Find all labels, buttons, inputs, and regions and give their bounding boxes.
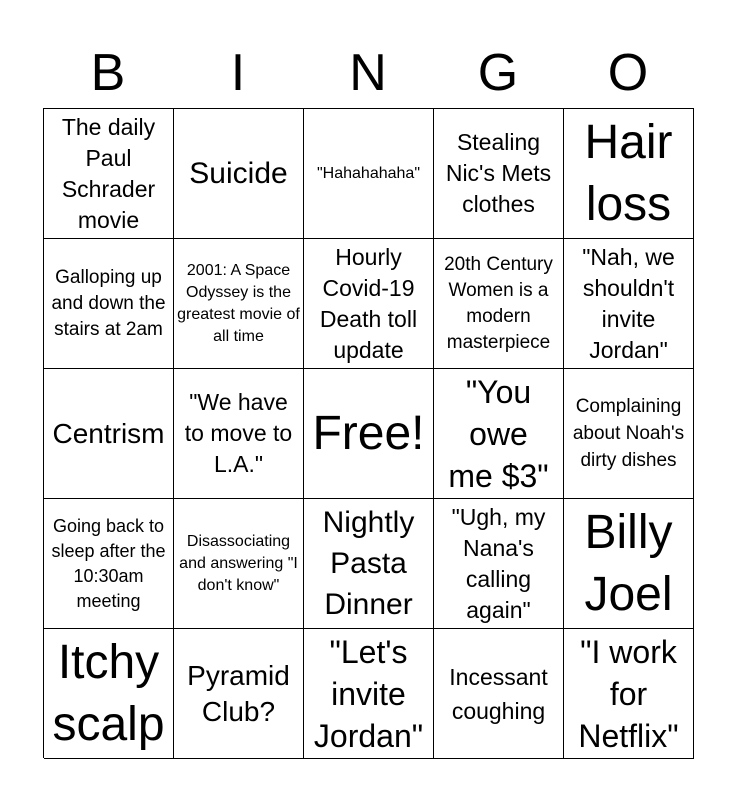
bingo-cell[interactable] — [44, 499, 174, 629]
cell-text: Incessant coughing — [449, 663, 548, 724]
bingo-cell[interactable] — [564, 499, 694, 629]
cell-text: Pyramid Club? — [187, 659, 290, 727]
header-letter-g: G — [477, 44, 519, 102]
header-letter-o: O — [607, 44, 649, 102]
bingo-cell[interactable] — [564, 369, 694, 499]
cell-text: "We have to move to L.A." — [184, 389, 293, 477]
bingo-cell[interactable] — [564, 109, 694, 239]
cell-text: "Hahahahaha" — [317, 164, 420, 182]
bingo-cell[interactable] — [174, 239, 304, 369]
cell-text: "Nah, we shouldn't invite Jordan" — [582, 243, 675, 363]
bingo-cell[interactable] — [564, 239, 694, 369]
bingo-cell[interactable] — [304, 109, 434, 239]
cell-text: Itchy scalp — [52, 635, 165, 751]
bingo-cell[interactable] — [44, 629, 174, 759]
bingo-cell[interactable] — [304, 239, 434, 369]
cell-text: "Let's invite Jordan" — [313, 633, 424, 754]
cell-text: Hair loss — [584, 115, 673, 231]
bingo-cell[interactable] — [44, 239, 174, 369]
bingo-cell[interactable] — [434, 499, 564, 629]
cell-text: 20th Century Women is a modern masterpiece — [444, 253, 553, 353]
bingo-cell[interactable] — [434, 239, 564, 369]
header-letter-b: B — [90, 44, 126, 102]
cell-text: "You owe me $3" — [448, 373, 549, 494]
cell-text: "Ugh, my Nana's calling again" — [451, 503, 546, 623]
bingo-cell[interactable] — [434, 109, 564, 239]
cell-text: "I work for Netflix" — [578, 633, 679, 754]
bingo-board — [43, 108, 694, 758]
bingo-cell[interactable] — [434, 629, 564, 759]
cell-text: 2001: A Space Odyssey is the greatest movie of all time — [177, 261, 300, 345]
bingo-cell[interactable] — [564, 629, 694, 759]
bingo-cell[interactable] — [174, 499, 304, 629]
cell-text: Centrism — [52, 417, 165, 449]
cell-text: The daily Paul Schrader movie — [61, 113, 156, 233]
bingo-cell[interactable] — [44, 369, 174, 499]
cell-text: Disassociating and answering "I don't know" — [179, 532, 298, 594]
cell-text: Hourly Covid-19 Death toll update — [319, 243, 418, 363]
header-letter-n: N — [349, 44, 387, 102]
bingo-cell[interactable] — [174, 109, 304, 239]
cell-text: Suicide — [189, 156, 288, 190]
bingo-cell[interactable] — [434, 369, 564, 499]
bingo-free-cell[interactable] — [304, 369, 434, 499]
cell-text: Billy Joel — [584, 505, 673, 621]
bingo-cell[interactable] — [304, 499, 434, 629]
cell-text: Nightly Pasta Dinner — [322, 506, 415, 621]
cell-text: Going back to sleep after the 10:30am meeting — [51, 515, 166, 611]
cell-text: Complaining about Noah's dirty dishes — [572, 396, 685, 471]
bingo-header — [43, 40, 693, 106]
bingo-cell[interactable] — [174, 369, 304, 499]
bingo-cell[interactable] — [304, 629, 434, 759]
cell-text: Stealing Nic's Mets clothes — [445, 129, 552, 217]
bingo-cell[interactable] — [174, 629, 304, 759]
bingo-cell[interactable] — [44, 109, 174, 239]
cell-text: Galloping up and down the stairs at 2am — [51, 266, 166, 340]
cell-text: Free! — [312, 406, 425, 460]
header-letter-i: I — [230, 44, 246, 102]
